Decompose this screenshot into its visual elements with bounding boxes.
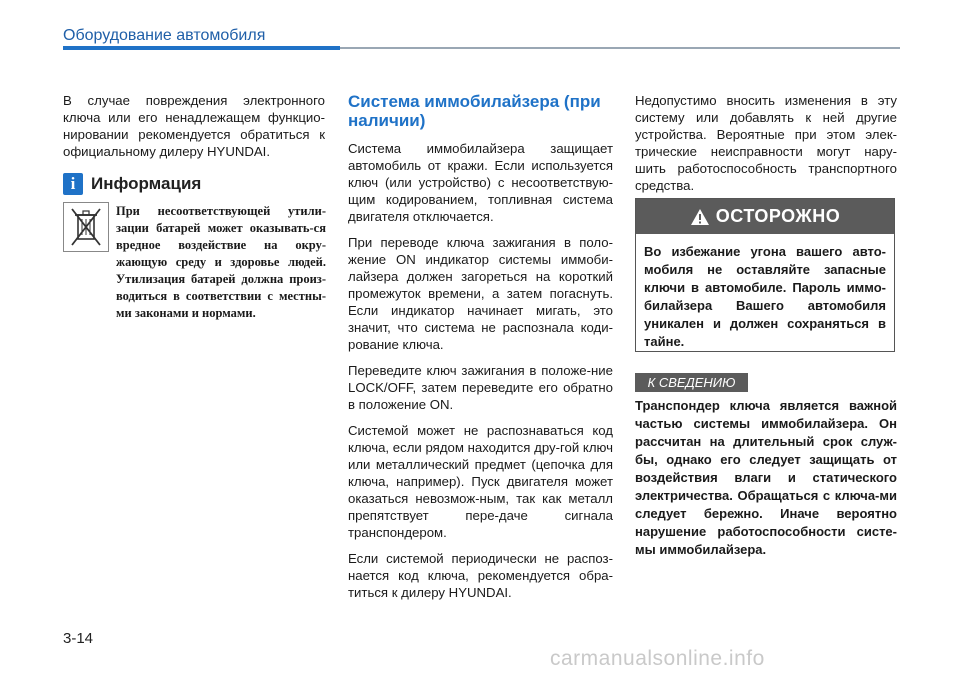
- paragraph: Если системой периодически не распоз-нается код ключа, рекомендуется обра-титься к дилеру HYUNDAI.: [348, 551, 613, 600]
- intro-paragraph: Недопустимо вносить изменения в эту систему или добавлять к ней другие устройства. Вероятные при этом элек-трические неисправности могут нару-шить работоспособность транспортного средства.: [635, 93, 897, 193]
- caution-box: [635, 198, 895, 352]
- column-right: [635, 92, 897, 203]
- info-icon: i: [63, 173, 83, 195]
- paragraph: Переведите ключ зажигания в положе-ние LOCK/OFF, затем переведите его обратно в положение ON.: [348, 363, 613, 412]
- watermark: carmanualsonline.info: [550, 647, 765, 670]
- note-tag: К СВЕДЕНИЮ: [635, 373, 748, 392]
- section-title: Система иммобилайзера (при наличии): [348, 92, 601, 130]
- caution-header: [636, 199, 894, 234]
- paragraph: При переводе ключа зажигания в поло-жение ON индикатор системы иммоби-лайзера должен загореться на короткий промежуток времени, а затем погаснуть. Если индикатор начинает мигать, это значит, что система не распознала коди-рование ключа.: [348, 235, 613, 352]
- warning-triangle-icon: [690, 208, 710, 226]
- column-left: [63, 92, 325, 169]
- page-number: 3-14: [63, 630, 94, 647]
- info-heading: Информация: [91, 174, 202, 193]
- intro-paragraph: В случае повреждения электронного ключа или его ненадлежащем функцио-нировании рекомендуется обратиться к официальному дилеру HYUNDAI.: [63, 93, 325, 159]
- section-header-title: Оборудование автомобиля: [63, 27, 266, 44]
- header-rule: [340, 47, 900, 49]
- paragraph: Системой может не распознаваться код ключа, если рядом находится дру-гой ключ или металлический предмет (цепочка для ключа, например). Пуск двигателя может оказаться невозмож-ным, так как металл препятствует пере-даче сигнала транспондером.: [348, 423, 613, 540]
- header-rule-accent: [63, 46, 340, 50]
- note-text: Транспондер ключа является важной частью системы иммобилайзера. Он рассчитан на длительный срок служ-бы, однако его следует защищать от воздействия влаги и статического электричества. Обращаться с ключа-ми следует бережно. Иначе вероятно нарушение работоспособности систе-мы иммобилайзера.: [635, 398, 897, 557]
- info-title: [63, 172, 201, 196]
- column-middle: [348, 92, 613, 610]
- caution-text: Во избежание угона вашего авто-мобиля не оставляйте запасные ключи в автомобиле. Пароль иммо-билайзера Вашего автомобиля уникален и должен сохраняться в тайне.: [644, 244, 886, 349]
- paragraph: Система иммобилайзера защищает автомобиль от кражи. Если используется ключ (или устройство) с несоответствую-щим кодированием, топливная система двигателя отключается.: [348, 141, 613, 224]
- crossed-out-bin-icon: [63, 202, 109, 252]
- caution-heading: ОСТОРОЖНО: [715, 206, 841, 226]
- info-text: При несоответствующей утили-зации батарей может оказывать-ся вредное воздействие на окру-жающую среду и здоровье людей. Утилизация батарей должна произ-водиться в соответствии с местны-ми законами и нормами.: [116, 204, 326, 320]
